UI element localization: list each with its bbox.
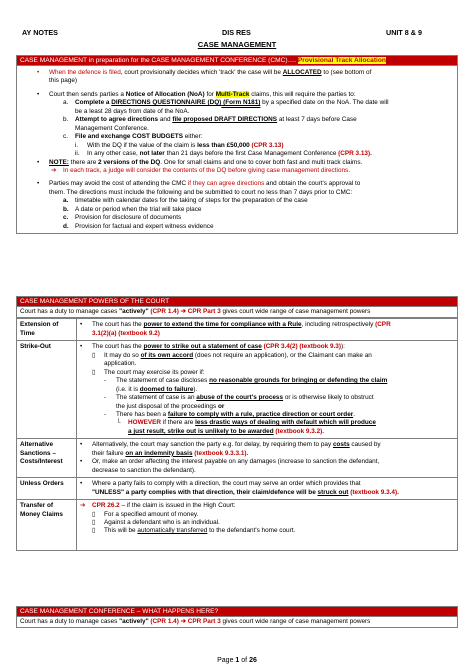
list-item-c: c. File and exchange COST BUDGETS either:	[63, 133, 203, 141]
list-item-a: a. Complete a DIRECTIONS QUESTIONNAIRE (DQ) (Form N181) by a specified date on the NoA. The date will	[63, 99, 389, 107]
sub-item-i: i. With the DQ if the value of the claim is less than £50,000 (CPR 3.13)	[75, 141, 284, 149]
list-item: d. Provision for factual and expert witness evidence	[63, 222, 214, 230]
bullet-line: • Court then sends parties a Notice of Allocation (NoA) for Multi-Track claims, this will require the parties to:	[37, 90, 356, 98]
section-heading: CASE MANAGEMENT POWERS OF THE COURT	[17, 297, 457, 307]
table-row-strike-out	[17, 340, 457, 438]
row-content: • The court has the power to strike out a statement of case (CPR 3.4(2) (textbook 9.3)): ▯ It may do so of its own accord (does not require an application), or the Claimant can make an application. ▯ The court may exercise its power if: - The statement of case discloses no reasonable grounds for bringing or defending the claim (i.e. it is doomed to failure). - The statement of case is an abuse of the court's process or is otherwise likely to obstruct the just disposal of the proceedings or - There has been a failure to comply with a rule, practice direction or court order. └ HOWEVER if there are less drastic ways of dealing with default which will produce a just result, strike out is unlikely to be awarded (textbook 9.3.2).	[80, 343, 388, 435]
row-label: Unless Orders	[17, 478, 77, 499]
table-row-alternative-sanctions	[17, 438, 457, 477]
bullet-line: • Parties may avoid the cost of attending the CMC if they can agree directions and obtain the court's approval to	[37, 180, 361, 188]
bullet-continuation: this page)	[49, 77, 78, 85]
section-intro: Court has a duty to manage cases "actively" (CPR 1.4) ➔ CPR Part 3 gives court wide range of case management powers	[17, 307, 457, 318]
table-row-transfer-money-claims	[17, 499, 457, 550]
section-heading: CASE MANAGEMENT in preparation for the CASE MANAGEMENT CONFERENCE (CMC)…. Provisional Track Allocation	[17, 56, 457, 66]
row-label: Alternative Sanctions – Costs/Interest	[17, 439, 77, 477]
row-content: ➔ CPR 26.2 – if the claim is issued in the High Court: ▯ For a specified amount of money. ▯ Against a defendant who is an individual. ▯ This will be automatically transferred to the defendant's home court.	[80, 502, 296, 535]
row-label: Transfer of Money Claims	[17, 500, 77, 550]
section-cmc-what-happens	[16, 606, 458, 628]
section-intro: Court has a duty to manage cases "actively" (CPR 1.4) ➔ CPR Part 3 gives court wide range of case management powers	[20, 618, 371, 625]
page-footer: Page 1 of 26	[217, 657, 257, 664]
table-row-unless-orders	[17, 477, 457, 499]
header-right: UNIT 8 & 9	[386, 28, 422, 37]
heading-highlight: Provisional Track Allocation	[297, 57, 386, 64]
page-number-current: 1	[235, 657, 240, 664]
list-item: a. timetable with calendar dates for the taking of steps for the preparation of the case	[63, 197, 308, 205]
section-case-management-prep	[16, 55, 458, 234]
list-item-b: b. Attempt to agree directions and file proposed DRAFT DIRECTIONS at least 7 days before Case	[63, 116, 357, 124]
row-label: Extension of Time	[17, 319, 77, 340]
each-track-line: ➔ In each track, a judge will consider the contents of the DQ before giving case management directions.	[51, 166, 351, 174]
table-row-extension	[17, 318, 457, 340]
page-number-total: 26	[249, 657, 257, 664]
header-center: DIS RES	[222, 28, 251, 37]
row-content: • Alternatively, the court may sanction the party e.g. for delay, by requiring them to pay costs caused by their failure on an indemnity basis (textbook 9.3.3.1). • Or, make an order affecting the interest payable on any damages (increase to sanction the defendant, decrease to sanction the defendant).	[80, 441, 381, 474]
section-case-management-powers	[16, 296, 458, 551]
row-content: • The court has the power to extend the time for compliance with a Rule, including retrospectively (CPR 3.1(2)(a) (textbook 9.2)	[80, 321, 391, 337]
list-item: c. Provision for disclosure of documents	[63, 214, 182, 222]
bullet-line: • When the defence is filed, court provisionally decides which 'track' the case will be ALLOCATED to (see bottom of	[37, 69, 372, 76]
header-left: AY NOTES	[22, 28, 58, 37]
row-label: Strike-Out	[17, 341, 77, 438]
list-item: b. A date or period when the trial will take place	[63, 205, 202, 213]
section-heading: CASE MANAGEMENT CONFERENCE – WHAT HAPPENS HERE?	[17, 607, 457, 617]
section-body: • When the defence is filed, court provisionally decides which 'track' the case will be ALLOCATED to (see bottom of this page) • Court then sends parties a Notice of Allocation (NoA) for Multi-Track claims, this will require the parties to: a. Complete a DIRECTIONS QUESTIONNAIRE (DQ) (Form N181) by a specified date on the NoA. The date will be a least 28 days from date of the NoA. b. Attempt to agree directions and file proposed DRAFT DIRECTIONS at least 7 days before Case Management Conference. c. File and exchange COST BUDGETS either: i. With the DQ if the value of the claim is less than £50,000 (CPR 3.13) ii. In any other case, not later than 21 days before the first Case Management Conference (CPR 3.13). • NOTE: there are 2 versions of the DQ. One for small claims and one to cover both fast and multi track claims. ➔ In each track, a judge will consider the contents of the DQ before giving case management directions. • Parties may avoid the cost of attending the CMC if they can agree directions and obtain the court's approval to them. The directions must include the following and be submitted to court no less than 7 days prior to CMC: a. timetable with calendar dates for the taking of steps for the preparation of the case b. A date or period when the trial will take place c. Provision for disclosure of documents d. Provision for factual and expert witness evidence	[17, 66, 457, 233]
sub-item-ii: ii. In any other case, not later than 21 days before the first Case Management Conference (CPR 3.13).	[75, 150, 372, 158]
row-content: • Where a party fails to comply with a direction, the court may serve an order which provides that "UNLESS" a party complies with that direction, their claim/defence will be struck out (textbook 9.3.4).	[80, 480, 399, 496]
note-line: • NOTE: there are 2 versions of the DQ. One for small claims and one to cover both fast and multi track claims.	[37, 158, 363, 166]
page-title: CASE MANAGEMENT	[197, 40, 277, 49]
